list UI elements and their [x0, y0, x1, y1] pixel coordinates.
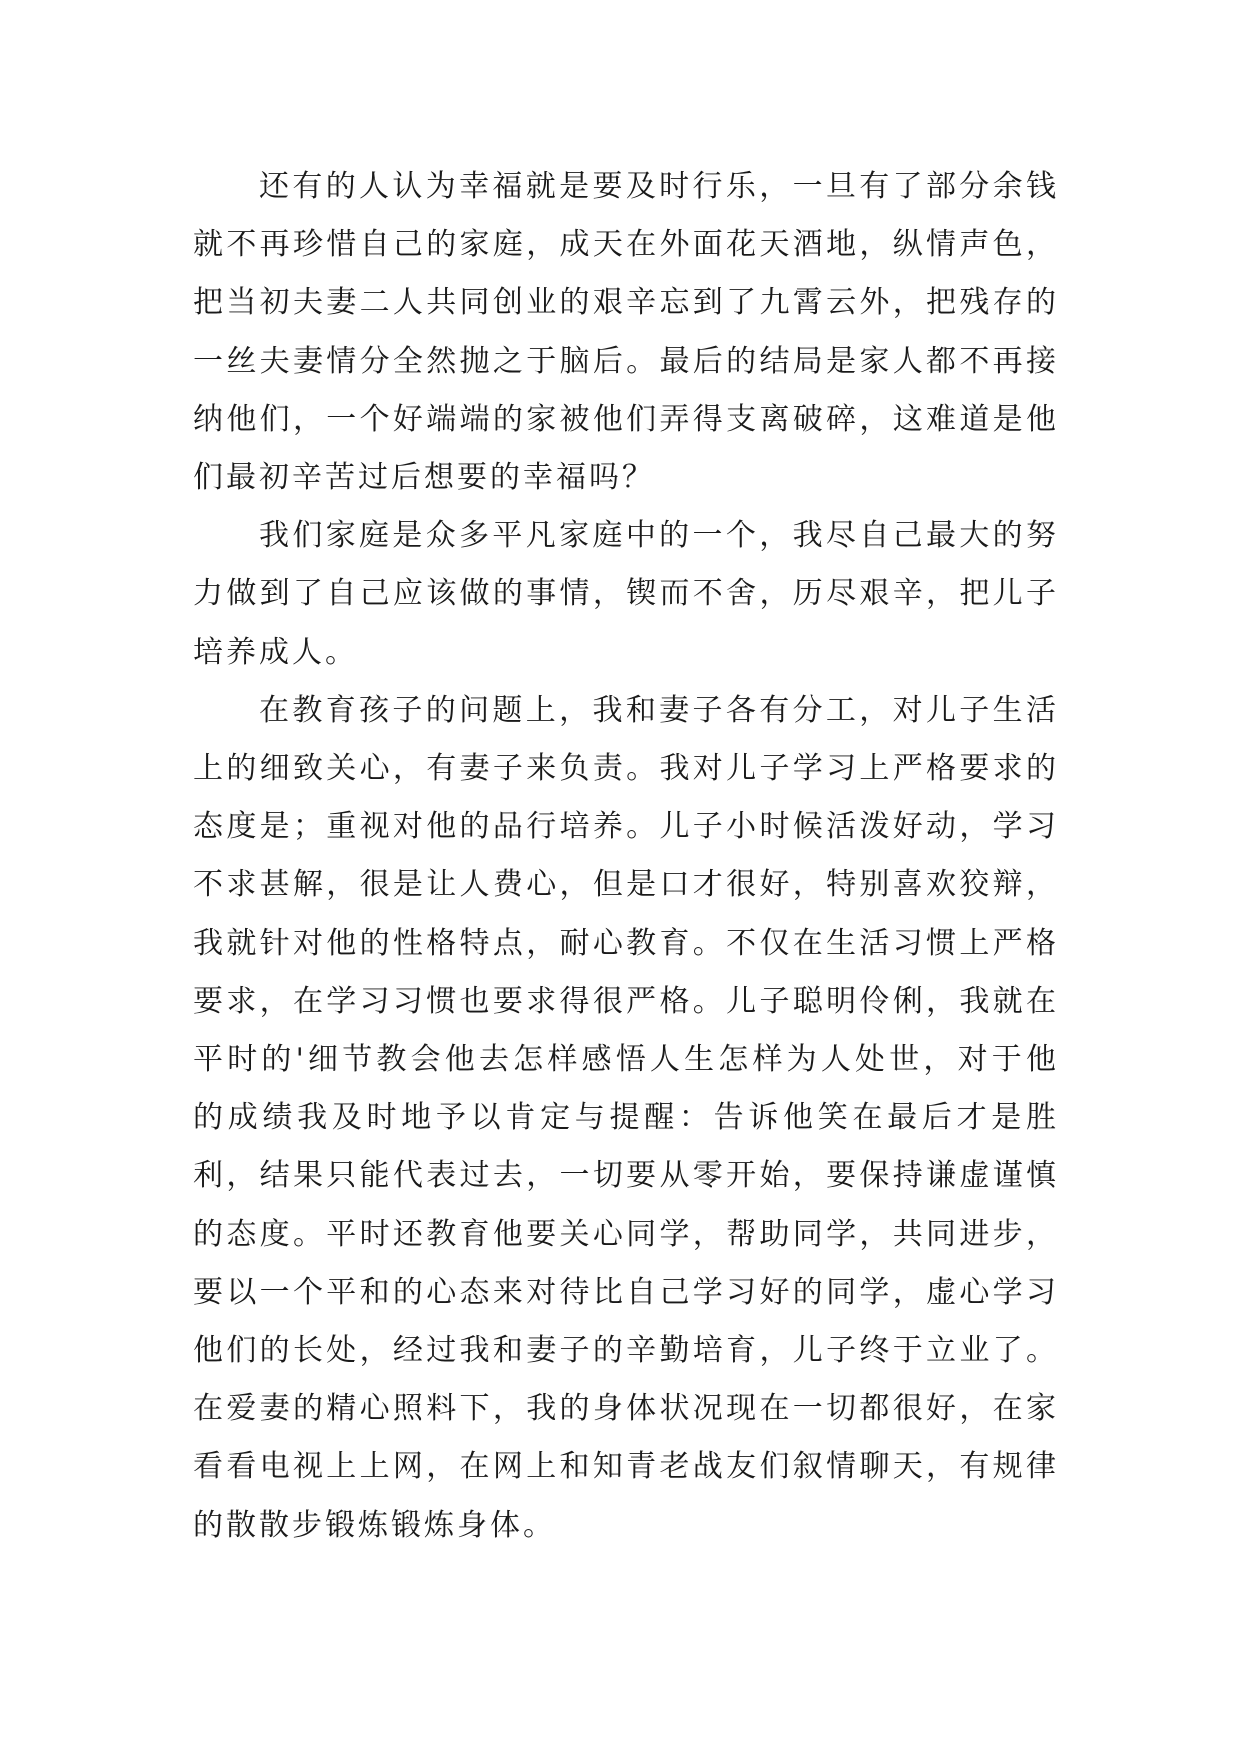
document-body	[193, 158, 1059, 1555]
paragraph-educating-son: 在教育孩子的问题上，我和妻子各有分工，对儿子生活上的细致关心，有妻子来负责。我对儿子学习上严格要求的态度是；重视对他的品行培养。儿子小时候活泼好动，学习不求甚解，很是让人费心，但是口才很好，特别喜欢狡辩，我就针对他的性格特点，耐心教育。不仅在生活习惯上严格要求，在学习习惯也要求得很严格。儿子聪明伶俐，我就在平时的'细节教会他去怎样感悟人生怎样为人处世，对于他的成绩我及时地予以肯定与提醒：告诉他笑在最后才是胜利，结果只能代表过去，一切要从零开始，要保持谦虚谨慎的态度。平时还教育他要关心同学，帮助同学，共同进步，要以一个平和的心态来对待比自己学习好的同学，虚心学习他们的长处，经过我和妻子的辛勤培育，儿子终于立业了。在爱妻的精心照料下，我的身体状况现在一切都很好，在家看看电视上上网，在网上和知青老战友们叙情聊天，有规律的散散步锻炼锻炼身体。	[193, 692, 1059, 1543]
paragraph-happiness-pleasure: 还有的人认为幸福就是要及时行乐，一旦有了部分余钱就不再珍惜自己的家庭，成天在外面花天酒地，纵情声色，把当初夫妻二人共同创业的艰辛忘到了九霄云外，把残存的一丝夫妻情分全然抛之于脑后。最后的结局是家人都不再接纳他们，一个好端端的家被他们弄得支离破碎，这难道是他们最初辛苦过后想要的幸福吗？	[193, 169, 1059, 496]
paragraph-our-family: 我们家庭是众多平凡家庭中的一个，我尽自己最大的努力做到了自己应该做的事情，锲而不舍，历尽艰辛，把儿子培养成人。	[193, 518, 1059, 670]
